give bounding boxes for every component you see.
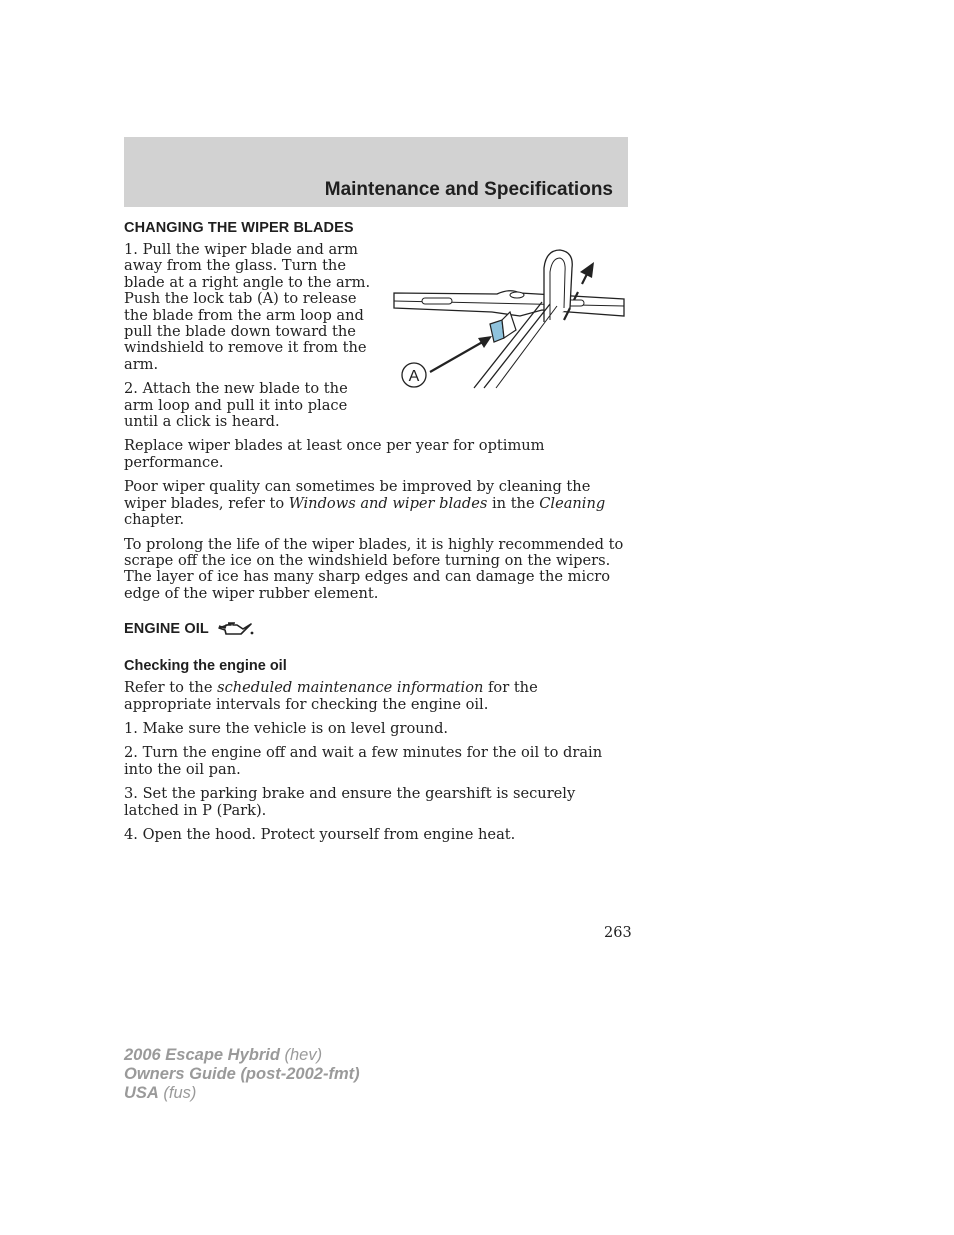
footer-line-2	[124, 1065, 360, 1084]
page-number: 263	[604, 925, 632, 941]
wiper-heading: CHANGING THE WIPER BLADES	[124, 220, 354, 236]
checking-oil-subheading: Checking the engine oil	[124, 658, 287, 675]
engine-oil-heading-text: ENGINE OIL	[124, 621, 209, 638]
footer-line-1	[124, 1046, 360, 1065]
oil-step-3: 3. Set the parking brake and ensure the gearshift is securely latched in P (Park).	[124, 785, 576, 819]
oil-step-2: 2. Turn the engine off and wait a few minutes for the oil to drain into the oil pan.	[124, 744, 603, 778]
oil-step-4: 4. Open the hood. Protect yourself from engine heat.	[124, 825, 516, 843]
wiper-section	[124, 220, 628, 602]
quality-text-start: Poor wiper quality can sometimes be improved by cleaning the wiper blades, refer to	[124, 478, 591, 512]
page-content	[124, 220, 628, 851]
wiper-quality-text	[124, 479, 628, 528]
oil-step-1: 1. Make sure the vehicle is on level ground.	[124, 719, 449, 737]
wiper-blade-figure	[392, 242, 628, 392]
section-header-band	[124, 137, 628, 207]
section-title: Maintenance and Specifications	[324, 179, 613, 200]
cleaning-reference: Cleaning	[539, 494, 606, 512]
footer-market: USA	[124, 1084, 159, 1102]
refer-text-start: Refer to the	[124, 679, 218, 697]
refer-text-end: for the appropriate intervals for checking the engine oil.	[124, 679, 538, 713]
document-footer	[124, 1046, 360, 1103]
engine-oil-heading	[124, 620, 628, 638]
footer-market-code: (fus)	[158, 1084, 197, 1102]
footer-guide: Owners Guide (post-2002-fmt)	[124, 1065, 360, 1083]
wiper-step-1: 1. Pull the wiper blade and arm away from the glass. Turn the blade at a right angle to the arm. Push the lock tab (A) to release the blade from the arm loop and pull the blade down toward the windshield to remove it from the arm.	[124, 241, 371, 373]
wiper-prolong-text: To prolong the life of the wiper blades, it is highly recommended to scrape off the ice on the windshield before turning on the wipers. The layer of ice has many sharp edges and can damage the micro edge of the wiper rubber element.	[124, 535, 624, 602]
quality-text-mid: in the	[487, 494, 540, 512]
lock-tab-label: A	[408, 368, 420, 385]
wiper-step-2: 2. Attach the new blade to the arm loop and pull it into place until a click is heard.	[124, 380, 348, 431]
scheduled-maintenance-reference: scheduled maintenance information	[217, 679, 484, 697]
wiper-replace-text: Replace wiper blades at least once per year for optimum performance.	[124, 437, 545, 471]
oil-refer-text	[124, 680, 628, 713]
wiper-steps	[124, 242, 376, 430]
footer-line-3	[124, 1084, 360, 1103]
windows-wiper-reference: Windows and wiper blades	[288, 494, 488, 512]
footer-model-code: (hev)	[279, 1046, 323, 1064]
quality-text-end: chapter.	[124, 511, 185, 529]
footer-model: 2006 Escape Hybrid	[124, 1046, 280, 1064]
oil-can-icon	[217, 620, 255, 638]
